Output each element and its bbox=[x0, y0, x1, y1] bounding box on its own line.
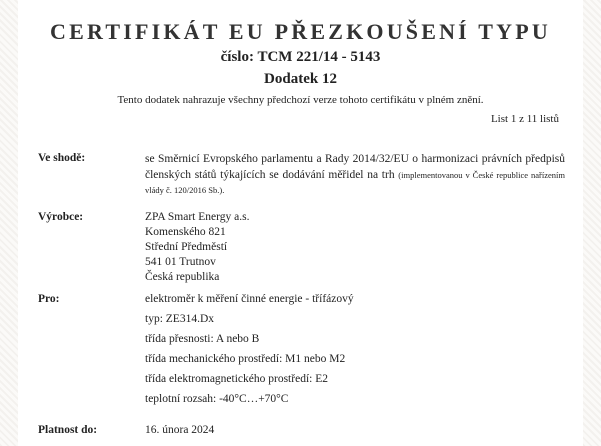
for-line: třída elektromagnetického prostředí: E2 bbox=[145, 373, 328, 385]
intro-text: Tento dodatek nahrazuje všechny předchozí verze tohoto certifikátu v plném znění. bbox=[117, 94, 484, 106]
for-line: třída přesnosti: A nebo B bbox=[145, 333, 260, 345]
manufacturer-line: 541 01 Trutnov bbox=[145, 256, 216, 268]
conformity-text bbox=[145, 152, 565, 199]
for-line: elektroměr k měření činné energie - třífázový bbox=[145, 293, 354, 305]
decorative-border-right bbox=[583, 0, 601, 446]
manufacturer-line: ZPA Smart Energy a.s. bbox=[145, 211, 250, 223]
manufacturer-label: Výrobce: bbox=[38, 211, 84, 223]
decorative-border-left bbox=[0, 0, 18, 446]
for-line: typ: ZE314.Dx bbox=[145, 313, 214, 325]
for-label: Pro: bbox=[38, 293, 60, 305]
certificate-title: CERTIFIKÁT EU PŘEZKOUŠENÍ TYPU bbox=[50, 19, 551, 44]
conformity-label: Ve shodě: bbox=[38, 152, 86, 164]
certificate-number: číslo: TCM 221/14 - 5143 bbox=[220, 49, 381, 65]
page-count: List 1 z 11 listů bbox=[490, 113, 559, 125]
for-line: třída mechanického prostředí: M1 nebo M2 bbox=[145, 353, 346, 365]
validity-date: 16. února 2024 bbox=[145, 424, 215, 436]
manufacturer-line: Česká republika bbox=[145, 271, 220, 283]
supplement-number: Dodatek 12 bbox=[264, 71, 337, 87]
manufacturer-line: Komenského 821 bbox=[145, 226, 226, 238]
for-line: teplotní rozsah: -40°C…+70°C bbox=[145, 393, 289, 405]
conformity-main: se Směrnicí Evropského parlamentu a Rady 2014/32/EU o harmonizaci právních předpisů členských států týkajících se dodávání měřidel na trh bbox=[145, 153, 565, 181]
validity-label: Platnost do: bbox=[38, 424, 98, 436]
conformity-note: (implementovanou v České republice nařízením vlády č. 120/2016 Sb.). bbox=[145, 169, 565, 195]
manufacturer-line: Střední Předměstí bbox=[145, 241, 228, 253]
